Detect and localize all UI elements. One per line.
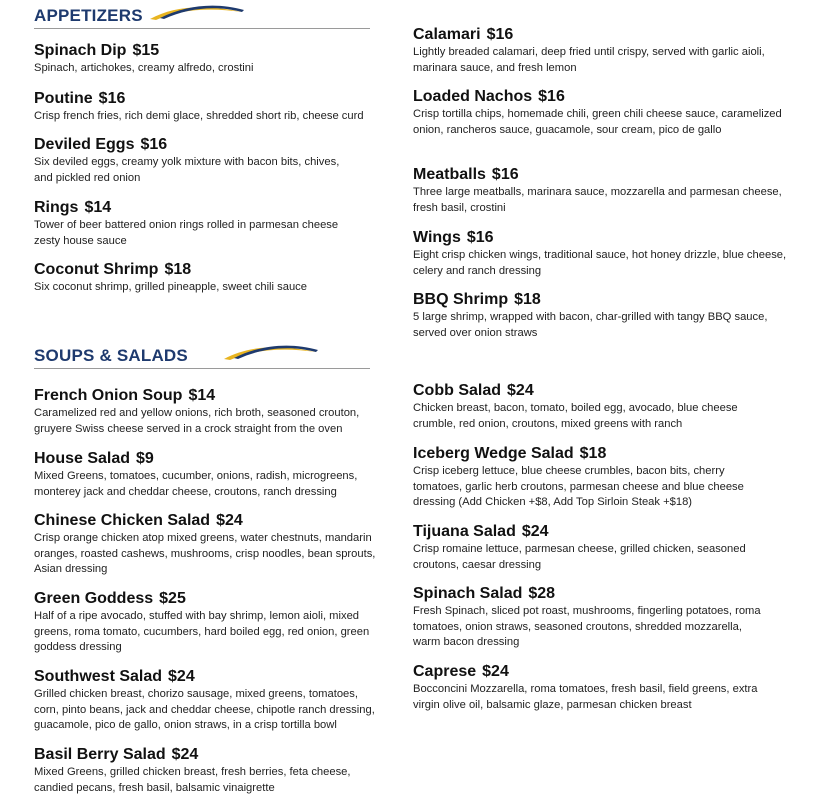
item-price: $25	[159, 590, 186, 607]
item-description: Six coconut shrimp, grilled pineapple, sweet chili sauce	[34, 281, 307, 293]
menu-item	[413, 381, 768, 432]
item-name: BBQ Shrimp	[413, 291, 509, 308]
item-description: Grilled chicken breast, chorizo sausage, mixed greens, tomatoes, corn, pinto beans, jack and cheddar cheese, chipotle ranch dressing, guacamole, pico de gallo, onion straws, in a crisp tortilla bowl	[34, 688, 375, 732]
menu-item	[413, 290, 788, 341]
item-price: $18	[514, 291, 541, 308]
item-name: Rings	[34, 199, 79, 216]
menu-item	[34, 449, 379, 500]
item-price: $24	[171, 746, 199, 763]
swoosh-icon	[220, 340, 320, 362]
item-name: Southwest Salad	[34, 668, 163, 685]
item-description: Crisp french fries, rich demi glace, shredded short rib, cheese curd	[34, 110, 364, 122]
item-description: Bocconcini Mozzarella, roma tomatoes, fresh basil, field greens, extra virgin olive oil, balsamic glaze, parmesan chicken breast	[413, 683, 758, 711]
menu-item	[34, 589, 379, 656]
item-name: French Onion Soup	[34, 387, 183, 404]
item-description: Fresh Spinach, sliced pot roast, mushrooms, fingerling potatoes, roma tomatoes, onion straws, seasoned croutons, shredded mozzarella, warm bacon dressing	[413, 605, 761, 649]
item-description: Spinach, artichokes, creamy alfredo, crostini	[34, 62, 254, 74]
item-name: Basil Berry Salad	[34, 746, 166, 763]
item-price: $16	[538, 88, 565, 105]
menu-item	[413, 522, 768, 573]
menu-item	[413, 87, 788, 138]
item-description: Caramelized red and yellow onions, rich broth, seasoned crouton, gruyere Swiss cheese served in a crock straight from the oven	[34, 407, 360, 435]
menu-item	[34, 135, 354, 186]
item-description: Tower of beer battered onion rings rolled in parmesan cheese zesty house sauce	[34, 219, 339, 247]
item-name: Tijuana Salad	[413, 523, 516, 540]
menu-item	[34, 260, 379, 296]
item-description: Mixed Greens, grilled chicken breast, fresh berries, feta cheese, candied pecans, fresh basil, balsamic vinaigrette	[34, 766, 351, 794]
item-name: Iceberg Wedge Salad	[413, 445, 574, 462]
appetizers-heading: APPETIZERS	[34, 6, 143, 25]
item-description: 5 large shrimp, wrapped with bacon, char-grilled with tangy BBQ sauce, served over onion straws	[413, 311, 768, 339]
item-price: $16	[140, 136, 168, 153]
menu-item	[413, 25, 788, 76]
item-price: $24	[168, 668, 195, 685]
item-price: $16	[486, 26, 514, 43]
item-name: Loaded Nachos	[413, 88, 533, 105]
item-description: Half of a ripe avocado, stuffed with bay shrimp, lemon aioli, mixed greens, roma tomato, cucumbers, hard boiled egg, red onion, green goddess dressing	[34, 610, 370, 654]
item-price: $24	[521, 523, 549, 540]
item-name: Calamari	[413, 26, 481, 43]
item-name: Meatballs	[413, 166, 486, 183]
item-name: Cobb Salad	[413, 382, 502, 399]
soups-salads-header	[34, 346, 370, 368]
item-name: Green Goddess	[34, 590, 154, 607]
menu-item	[34, 667, 379, 734]
menu-item	[413, 584, 768, 651]
menu-item	[34, 198, 354, 249]
item-price: $15	[132, 42, 160, 59]
item-name: Wings	[413, 229, 461, 246]
item-description: Six deviled eggs, creamy yolk mixture with bacon bits, chives, and pickled red onion	[34, 156, 340, 184]
item-name: Caprese	[413, 663, 477, 680]
item-price: $24	[482, 663, 509, 680]
menu-item	[413, 662, 768, 713]
menu-item	[34, 386, 379, 437]
item-price: $18	[164, 261, 192, 278]
item-name: Chinese Chicken Salad	[34, 512, 211, 529]
menu-item	[413, 228, 788, 279]
item-price: $16	[98, 90, 126, 107]
item-price: $9	[136, 450, 154, 467]
item-price: $14	[84, 199, 112, 216]
item-description: Crisp iceberg lettuce, blue cheese crumbles, bacon bits, cherry tomatoes, garlic herb croutons, parmesan cheese and blue cheese dressing (Add Chicken +$8, Add Top Sirloin Steak +$18)	[413, 465, 744, 509]
item-price: $14	[188, 387, 216, 404]
item-description: Chicken breast, bacon, tomato, boiled egg, avocado, blue cheese crumble, red onion, croutons, mixed greens with ranch	[413, 402, 738, 430]
item-description: Crisp orange chicken atop mixed greens, water chestnuts, mandarin oranges, roasted cashews, mushrooms, crisp noodles, bean sprouts, Asian dressing	[34, 532, 376, 576]
item-name: Coconut Shrimp	[34, 261, 159, 278]
soups-salads-heading: SOUPS & SALADS	[34, 346, 188, 365]
menu-item	[413, 165, 788, 216]
item-name: Spinach Dip	[34, 42, 127, 59]
section-divider	[34, 28, 370, 29]
item-name: House Salad	[34, 450, 131, 467]
item-price: $24	[216, 512, 243, 529]
item-name: Spinach Salad	[413, 585, 523, 602]
item-description: Three large meatballs, marinara sauce, mozzarella and parmesan cheese, fresh basil, crostini	[413, 186, 782, 214]
item-description: Mixed Greens, tomatoes, cucumber, onions, radish, microgreens, monterey jack and cheddar cheese, croutons, ranch dressing	[34, 470, 358, 498]
item-description: Eight crisp chicken wings, traditional sauce, hot honey drizzle, blue cheese, celery and ranch dressing	[413, 249, 787, 277]
menu-item	[34, 41, 379, 77]
item-description: Lightly breaded calamari, deep fried until crispy, served with garlic aioli, marinara sauce, and fresh lemon	[413, 46, 765, 74]
item-name: Poutine	[34, 90, 93, 107]
item-price: $28	[528, 585, 556, 602]
section-divider	[34, 368, 370, 369]
menu-item	[34, 511, 379, 578]
item-price: $16	[466, 229, 494, 246]
menu-item	[34, 745, 379, 796]
swoosh-icon	[146, 0, 246, 22]
menu-item	[413, 444, 768, 511]
menu-item	[34, 89, 379, 125]
item-description: Crisp tortilla chips, homemade chili, green chili cheese sauce, caramelized onion, rancheros sauce, guacamole, sour cream, pico de gallo	[413, 108, 782, 136]
item-price: $24	[507, 382, 534, 399]
item-name: Deviled Eggs	[34, 136, 135, 153]
appetizers-header	[34, 6, 370, 28]
item-description: Crisp romaine lettuce, parmesan cheese, grilled chicken, seasoned croutons, caesar dressing	[413, 543, 746, 571]
item-price: $18	[579, 445, 607, 462]
item-price: $16	[491, 166, 519, 183]
